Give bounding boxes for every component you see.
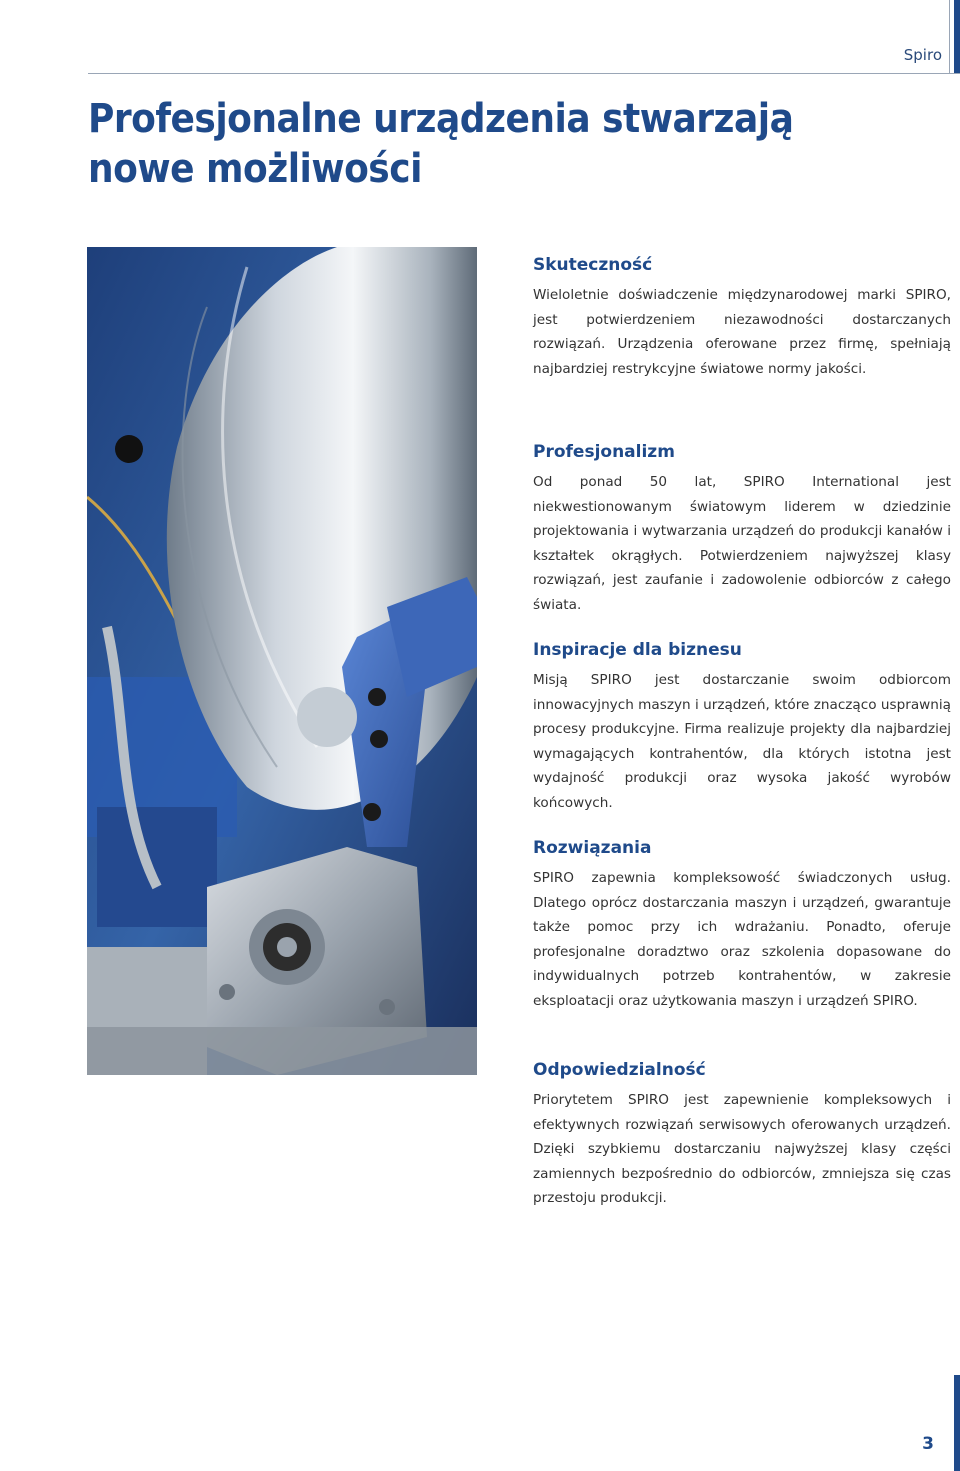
- section-body: Misją SPIRO jest dostarczanie swoim odbiorcom innowacyjnych maszyn i urządzeń, które znacząco usprawnią procesy produkcyjne. Firma realizuje projekty dla najbardziej wymagających kontrahentów, dla których istotna jest wydajność produkcji oraz wysoka jakość wyrobów końcowych.: [533, 672, 951, 811]
- section-heading: Inspiracje dla biznesu: [533, 640, 742, 660]
- header-label: Spiro: [903, 46, 942, 64]
- machine-photo: [87, 247, 477, 1075]
- section-body: Od ponad 50 lat, SPIRO International jest niekwestionowanym światowym liderem w dziedzinie projektowania i wytwarzania urządzeń do produkcji kanałów i kształtek okrągłych. Potwierdzeniem najwyższej klasy rozwiązań, jest zaufanie i zadowolenie odbiorców z całego świata.: [533, 474, 951, 613]
- section-inspiracje: [533, 638, 951, 836]
- section-heading: Rozwiązania: [533, 838, 652, 858]
- page-title: Profesjonalne urządzenia stwarzają nowe możliwości: [88, 96, 794, 192]
- section-odpowiedzialnosc: [533, 1058, 951, 1211]
- text-column: [533, 253, 951, 1211]
- section-skutecznosc: [533, 253, 951, 440]
- corner-accent-bar: [954, 0, 960, 73]
- section-heading: Profesjonalizm: [533, 442, 675, 462]
- bottom-accent-bar: [954, 1375, 960, 1471]
- section-heading: Skuteczność: [533, 255, 653, 275]
- section-heading: Odpowiedzialność: [533, 1060, 706, 1080]
- section-body: Priorytetem SPIRO jest zapewnienie kompleksowych i efektywnych rozwiązań serwisowych oferowanych urządzeń. Dzięki szybkiemu dostarczaniu najwyższej klasy części zamiennych bezpośrednio do odbiorców, zmniejsza się czas przestoju produkcji.: [533, 1092, 951, 1207]
- header-rule: [88, 73, 960, 74]
- page-number: 3: [922, 1434, 934, 1454]
- section-body: Wieloletnie doświadczenie międzynarodowej marki SPIRO, jest potwierdzeniem niezawodności dostarczanych rozwiązań. Urządzenia oferowane przez firmę, spełniają najbardziej restrykcyjne światowe normy jakości.: [533, 287, 951, 377]
- section-rozwiazania: [533, 836, 951, 1058]
- section-body: SPIRO zapewnia kompleksowość świadczonych usług. Dlatego oprócz dostarczania maszyn i urządzeń, gwarantuje także pomoc przy ich wdrażaniu. Ponadto, oferuje profesjonalne doradztwo oraz szkolenia dopasowane do indywidualnych potrzeb kontrahentów, w zakresie eksploatacji oraz użytkowania maszyn i urządzeń SPIRO.: [533, 870, 951, 1009]
- top-edge-line: [949, 0, 950, 73]
- section-profesjonalizm: [533, 440, 951, 638]
